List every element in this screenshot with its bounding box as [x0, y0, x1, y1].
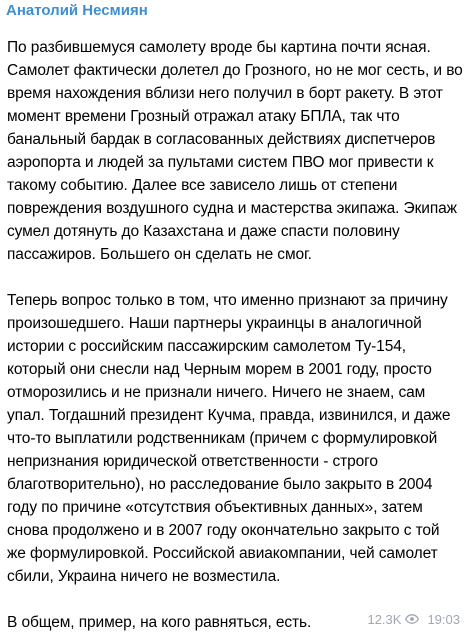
text-line: пассажиров. Большего он сделать не смог. — [7, 246, 312, 263]
text-line: сбили, Украина ничего не возместила. — [7, 568, 281, 585]
paragraph — [7, 36, 462, 266]
post-text — [7, 36, 462, 634]
text-line: момент времени Грозный отражал атаку БПЛА, так что — [7, 108, 400, 125]
paragraph-gap — [7, 588, 462, 611]
text-line: По разбившемуся самолету вроде бы картина почти ясная. — [7, 39, 431, 56]
text-line: непризнания юридической ответственности - строго — [7, 453, 378, 470]
text-line: произошедшего. Наши партнеры украинцы в аналогичной — [7, 315, 422, 332]
text-line: время нахождения вблизи него получил в борт ракету. В этот — [7, 85, 443, 102]
text-line: такому событию. Далее все зависело лишь от степени — [7, 177, 398, 194]
text-line: благотворительно), но расследование было закрыто в 2004 — [7, 476, 433, 493]
text-line: В общем, пример, на кого равняться, есть. — [7, 614, 312, 631]
text-line: Самолет фактически долетел до Грозного, но не мог сесть, и во — [7, 62, 463, 79]
text-line: который они снесли над Черным морем в 2001 году, просто — [7, 361, 432, 378]
eye-icon — [405, 614, 419, 624]
text-line: повреждения воздушного судна и мастерства экипажа. Экипаж — [7, 200, 457, 217]
text-line: снова продолжено и в 2007 году окончательно закрыто с той — [7, 522, 440, 539]
view-count: 12.3K — [367, 611, 402, 627]
text-line: банальный бардак в согласованных действиях диспетчеров — [7, 131, 436, 148]
text-line: упал. Тогдашний президент Кучма, правда, извинился, и даже — [7, 407, 451, 424]
author-name[interactable]: Анатолий Несмиян — [6, 2, 148, 19]
text-line: сумел дотянуть до Казахстана и даже спасти половину — [7, 223, 400, 240]
post-meta — [367, 609, 460, 629]
text-line: Теперь вопрос только в том, что именно признают за причину — [7, 292, 448, 309]
paragraph-gap — [7, 266, 462, 289]
text-line: отморозились и не признали ничего. Ничего не знаем, сам — [7, 384, 426, 401]
text-line: году по причине «отсутствия объективных данных», затем — [7, 499, 423, 516]
text-line: же формулировкой. Российской авиакомпании, чей самолет — [7, 545, 438, 562]
text-line: истории с российским пассажирским самолетом Ту-154, — [7, 338, 406, 355]
text-line: что-то выплатили родственникам (причем с формулировкой — [7, 430, 438, 447]
post-time: 19:03 — [427, 611, 460, 627]
paragraph — [7, 289, 462, 588]
text-line: аэропорта и людей за пультами систем ПВО мог привести к — [7, 154, 434, 171]
